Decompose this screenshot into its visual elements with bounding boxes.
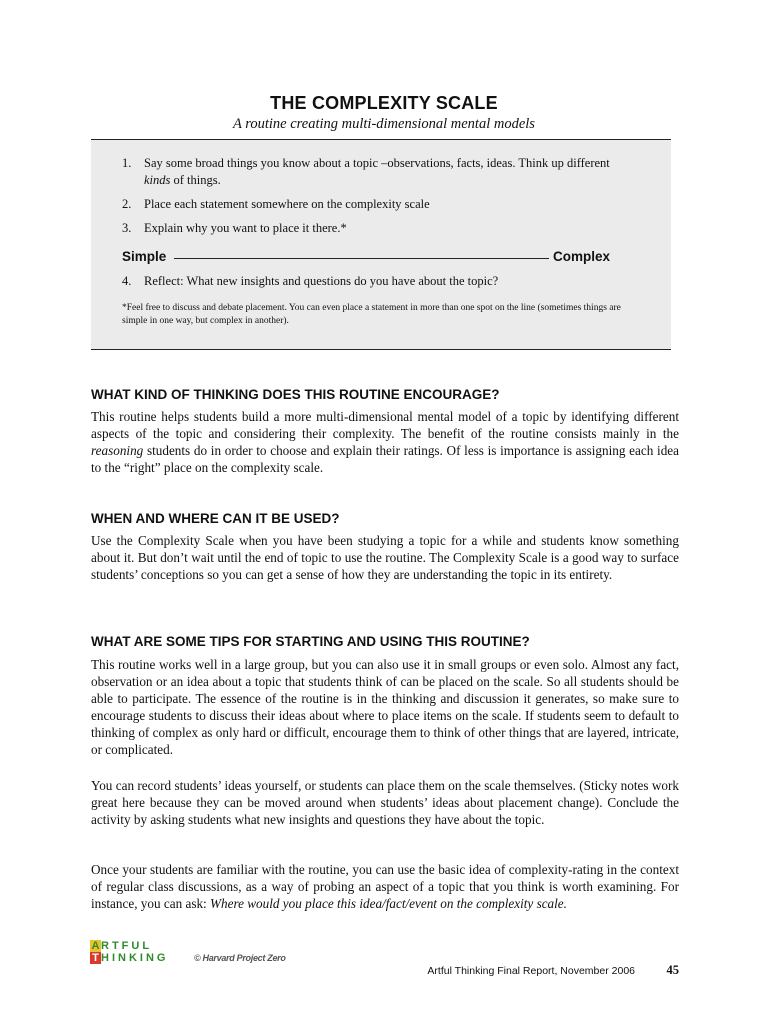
step-number: 4. (122, 274, 132, 288)
section-heading-tips: WHAT ARE SOME TIPS FOR STARTING AND USING THIS ROUTINE? (91, 634, 530, 649)
section-heading-when: WHEN AND WHERE CAN IT BE USED? (91, 511, 340, 526)
page-number: 45 (666, 963, 679, 977)
step-number: 3. (122, 221, 132, 235)
copyright-text: © Harvard Project Zero (194, 953, 286, 963)
section-text-tips-1: This routine works well in a large group, but you can also use it in small groups or even solo. Almost any fact, observation or an idea about a topic that students think of can be placed on the scale. So all students should be able to participate. The essence of the routine is in the thinking and discussion it generates, so make sure to encourage students to discuss their ideas about where to place items on the scale. If students seem to default to thinking of complex as only hard or difficult, encourage them to think of other things that are layered, intricate, or complicated. (91, 657, 679, 757)
complexity-scale (122, 249, 610, 267)
step-number: 2. (122, 197, 132, 211)
step-text: Say some broad things you know about a topic –observations, facts, ideas. Think up different kinds of things. (144, 156, 610, 187)
step-number: 1. (122, 156, 132, 170)
scale-line (174, 258, 549, 259)
routine-footnote: *Feel free to discuss and debate placement. You can even place a statement in more than one spot on the line (sometimes things are simple in one way, but complex in another). (122, 303, 621, 326)
artful-thinking-logo: A RTFUL T HINKING © Harvard Project Zero (91, 940, 286, 964)
scale-simple-label: Simple (122, 249, 167, 264)
step-text: Explain why you want to place it there.* (144, 221, 347, 235)
page-subtitle: A routine creating multi-dimensional mental models (233, 116, 535, 132)
section-text-when: Use the Complexity Scale when you have been studying a topic for a while and students know something about it. But don’t wait until the end of topic to use the routine. The Complexity Scale is a good way to surface students’ conceptions so you can get a sense of how they are understanding the topic in its entirety. (91, 533, 679, 582)
step-text: Reflect: What new insights and questions do you have about the topic? (144, 274, 499, 288)
scale-complex-label: Complex (552, 249, 610, 264)
page-title: THE COMPLEXITY SCALE (270, 93, 498, 113)
section-text-tips-3: Once your students are familiar with the routine, you can use the basic idea of complexity-rating in the context of regular class discussions, as a way of probing an aspect of a topic that you think is worth examining. For instance, you can ask: Where would you place this idea/fact/event on the complexity scale. (91, 862, 679, 911)
step-text: Place each statement somewhere on the complexity scale (144, 197, 430, 211)
section-text-tips-2: You can record students’ ideas yourself, or students can place them on the scale themselves. (Sticky notes work great here because they can be moved around when students’ ideas about placement change). Conclude the activity by asking students what new insights and questions they have about the topic. (91, 778, 679, 827)
section-text-thinking: This routine helps students build a more multi-dimensional mental model of a topic by identifying different aspects of the topic and considering their complexity. The benefit of the routine consists mainly in the reasoning students do in order to choose and explain their ratings. Of less is importance is assigning each idea to the “right” place on the complexity scale. (91, 409, 679, 475)
section-heading-thinking: WHAT KIND OF THINKING DOES THIS ROUTINE ENCOURAGE? (91, 387, 500, 402)
report-footer: Artful Thinking Final Report, November 2006 (427, 965, 635, 977)
